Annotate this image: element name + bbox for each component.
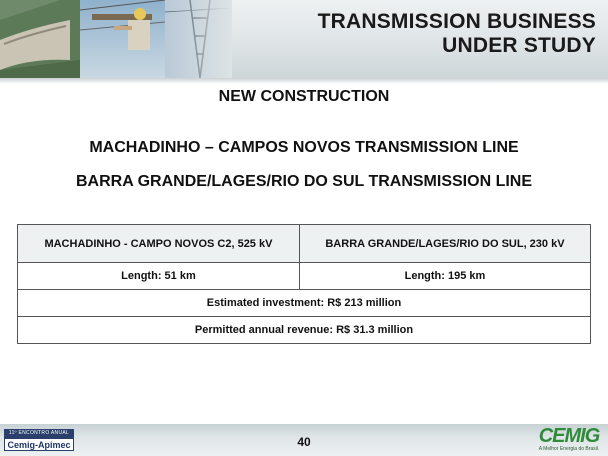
col1-header: MACHADINHO - CAMPO NOVOS C2, 525 kV — [18, 225, 300, 263]
slide-title — [318, 10, 596, 58]
event-logo-name: Cemig-Apimec — [4, 438, 74, 451]
page-number: 40 — [297, 435, 311, 449]
slide-title-line1: TRANSMISSION BUSINESS — [317, 10, 596, 33]
col2-header: BARRA GRANDE/LAGES/RIO DO SUL, 230 kV — [299, 225, 590, 263]
company-logo-name: CEMIG — [538, 425, 600, 447]
transmission-line-1: MACHADINHO – CAMPOS NOVOS TRANSMISSION LINE — [89, 139, 519, 156]
col1-length: Length: 51 km — [18, 263, 300, 290]
slide-title-line2: UNDER STUDY — [442, 34, 596, 57]
transmission-line-2: BARRA GRANDE/LAGES/RIO DO SUL TRANSMISSION LINE — [75, 173, 533, 190]
table-header-row — [18, 225, 591, 263]
revenue-cell: Permitted annual revenue: R$ 31.3 million — [18, 317, 591, 344]
table-row-length — [18, 263, 591, 290]
table-row-investment — [18, 290, 591, 317]
col2-length: Length: 195 km — [299, 263, 590, 290]
company-logo-tagline: A Melhor Energia do Brasil. — [538, 446, 600, 452]
section-heading: NEW CONSTRUCTION — [218, 88, 390, 105]
project-table — [17, 224, 591, 344]
event-logo-top: 11º ENCONTRO ANUAL — [4, 429, 74, 438]
company-logo — [536, 426, 602, 454]
header-photo-collage — [0, 0, 232, 78]
investment-cell: Estimated investment: R$ 213 million — [18, 290, 591, 317]
table-row-revenue — [18, 317, 591, 344]
